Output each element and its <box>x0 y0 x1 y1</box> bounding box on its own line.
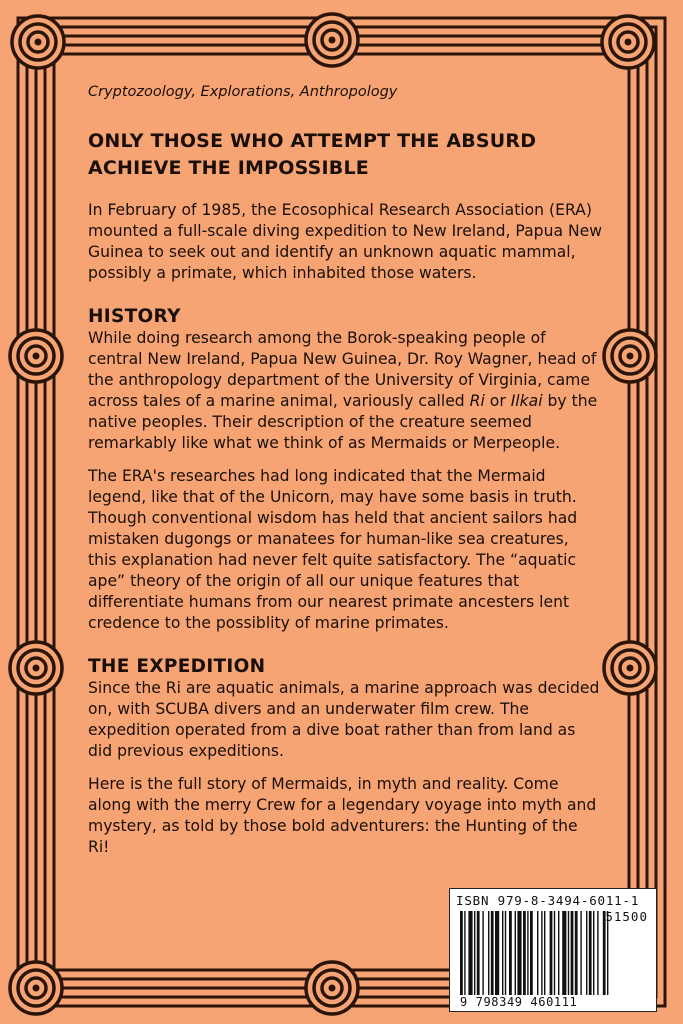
back-cover-text <box>82 84 602 870</box>
barcode-bar <box>488 911 489 995</box>
barcode-bar <box>544 911 545 995</box>
barcode-bar <box>589 911 592 995</box>
expedition-heading: THE EXPEDITION <box>88 656 266 677</box>
barcode-bar <box>575 911 578 995</box>
history-paragraph-2: The ERA's researches had long indicated that the Mermaid legend, like that of the Unicorn, may have some basis in truth. Though conventional wisdom has held that ancient sailors had mistaken dugongs or manatees for human-like sea creatures, this explanation had never felt quite satisfactory. The “aquatic ape” theory of the origin of all our unique features that differentiate humans from our nearest primate ancesters lent credence to the possiblity of marine primates. <box>88 467 578 632</box>
barcode-bar <box>523 911 526 995</box>
barcode-bar <box>586 911 587 995</box>
price-code: 51500 <box>605 909 648 924</box>
barcode-bar <box>597 911 598 995</box>
barcode-bar <box>541 911 542 995</box>
barcode-bar <box>502 911 503 995</box>
barcode-bar <box>482 911 483 995</box>
headline: ONLY THOSE WHO ATTEMPT THE ABSURD ACHIEVE THE IMPOSSIBLE <box>88 130 537 179</box>
medallion-center <box>625 39 632 46</box>
barcode-number: 9 798349 460111 <box>460 995 578 1009</box>
barcode-bar <box>515 911 516 995</box>
history-heading: HISTORY <box>88 306 181 327</box>
barcode-bar <box>509 911 512 995</box>
medallion-center <box>329 37 336 44</box>
medallion-center <box>627 353 634 360</box>
barcode-bar <box>571 911 574 995</box>
isbn-text: ISBN 979-8-3494-6011-1 <box>456 893 640 908</box>
barcode-bar <box>554 911 555 995</box>
expedition-paragraph-1: Since the Ri are aquatic animals, a marine approach was decided on, with SCUBA divers and an underwater film crew. The expedition operated from a dive boat rather than from land as did previous expeditions. <box>88 679 600 760</box>
term-ilkai: Ilkai <box>510 392 543 410</box>
barcode-bar <box>477 911 480 995</box>
medallion-center <box>33 985 40 992</box>
barcode-bar <box>550 911 553 995</box>
barcode-bar <box>505 911 506 995</box>
barcode-bar <box>580 911 581 995</box>
barcode-bar <box>491 911 494 995</box>
barcode-bar <box>537 911 538 995</box>
medallion-center <box>33 665 40 672</box>
barcode-bar <box>593 911 594 995</box>
category-line: Cryptozoology, Explorations, Anthropology <box>88 84 398 100</box>
medallion-center <box>33 353 40 360</box>
barcode-bar <box>568 911 569 995</box>
barcode-box <box>449 888 657 1012</box>
barcode-bar <box>558 911 559 995</box>
barcode-bar <box>495 911 499 995</box>
barcode-bar <box>460 911 463 995</box>
intro-paragraph: In February of 1985, the Ecosophical Research Association (ERA) mounted a full-scale diving expedition to New Ireland, Papua New Guinea to seek out and identify an unknown aquatic mammal, possibly a primate, which inhabited those waters. <box>88 201 602 282</box>
barcode-bar <box>517 911 521 995</box>
barcode-bar <box>562 911 566 995</box>
history-paragraph-1: While doing research among the Borok-speaking people of central New Ireland, Papua New Guinea, Dr. Roy Wagner, head of the anthropology department of the University of Virginia, came across tales of a marine animal, variously called Ri or Ilkai by the native peoples. Their description of the creature seemed remarkably like what we think of as Mermaids or Merpeople. <box>88 329 598 452</box>
medallion-center <box>35 39 42 46</box>
expedition-paragraph-2: Here is the full story of Mermaids, in myth and reality. Come along with the merry Crew for a legendary voyage into myth and mystery, as told by those bold adventurers: the Hunting of the Ri! <box>88 775 597 856</box>
barcode-bar <box>468 911 472 995</box>
barcode-bar <box>530 911 533 995</box>
barcode-bar <box>474 911 475 995</box>
medallion-center <box>627 665 634 672</box>
barcode-bar <box>527 911 528 995</box>
medallion-center <box>329 985 336 992</box>
barcode-bar <box>464 911 465 995</box>
term-ri: Ri <box>469 392 485 410</box>
